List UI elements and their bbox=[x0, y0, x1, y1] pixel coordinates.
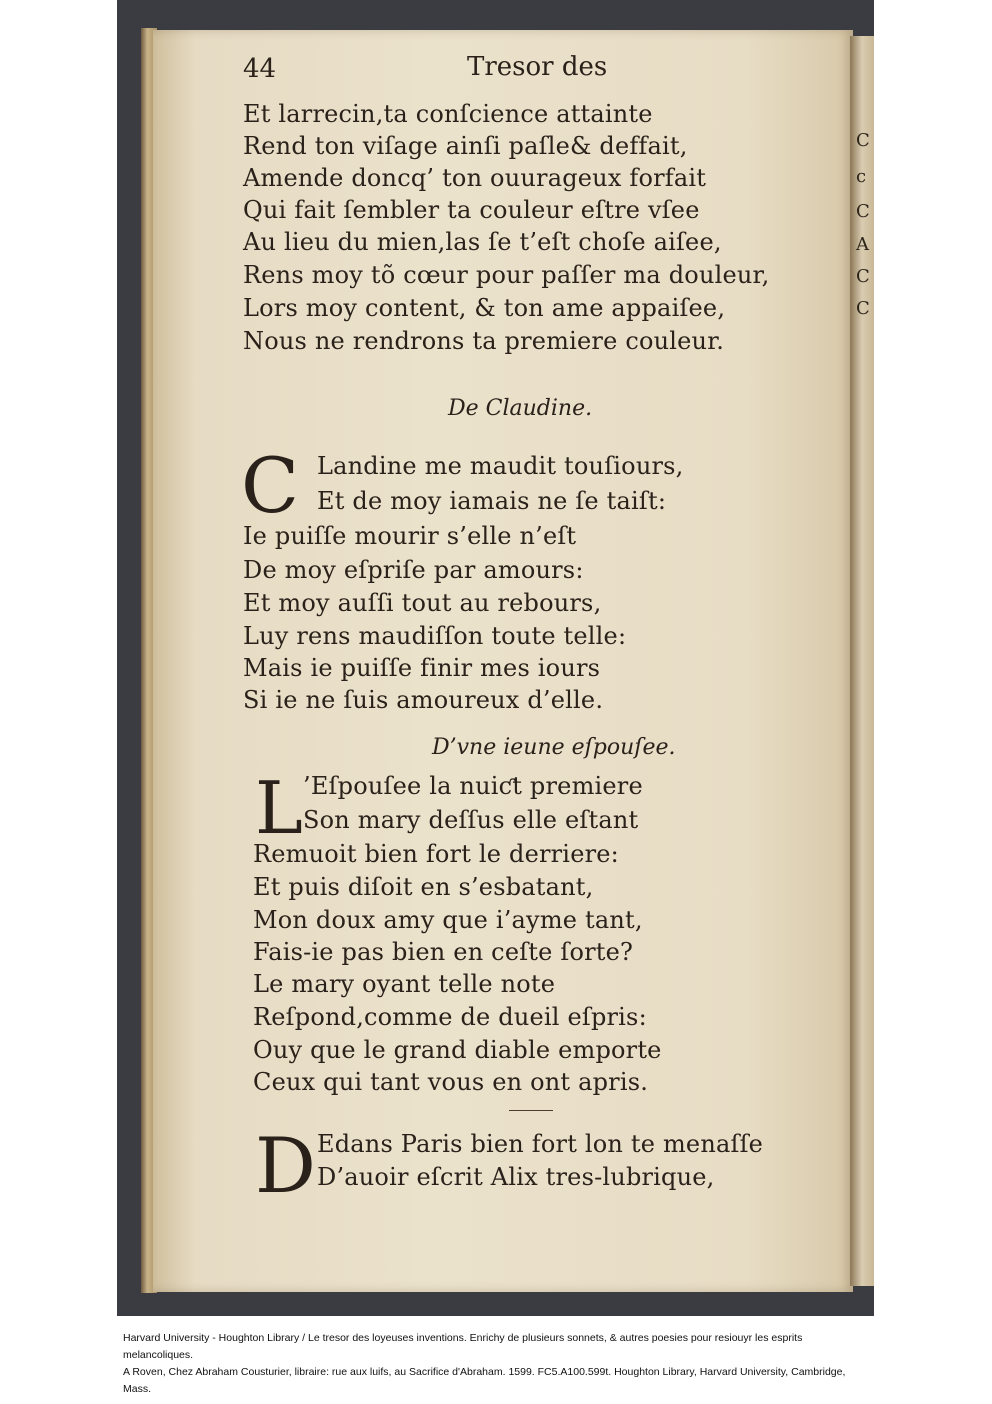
verse-line: Si ie ne ſuis amoureux d’elle. bbox=[243, 686, 604, 714]
verse-line: Ouy que le grand diable emporte bbox=[253, 1036, 662, 1064]
verse-line: Amende doncq’ ton ouurageux forfait bbox=[243, 164, 707, 192]
verse-line: Fais-ie pas bien en ceſte ſorte? bbox=[253, 938, 634, 966]
verse-line: Et moy auſſi tout au rebours, bbox=[243, 589, 602, 617]
drop-capital: C bbox=[241, 441, 300, 530]
verse-line: Rend ton viſage ainſi paſle& deffait, bbox=[243, 132, 688, 160]
poem-title: D’vne ieune eſpouſee. bbox=[432, 735, 676, 760]
verse-line: ’Eſpouſee la nuiƈt premiere bbox=[303, 772, 643, 800]
scanned-book-page bbox=[117, 0, 874, 1316]
drop-capital: D bbox=[255, 1121, 316, 1210]
verse-line: Landine me maudit touſiours, bbox=[317, 452, 684, 480]
verse-line: Lors moy content, & ton ame appaiſee, bbox=[243, 294, 726, 322]
verse-line: Le mary oyant telle note bbox=[253, 970, 556, 998]
verse-line: Ceux qui tant vous en ont apris. bbox=[253, 1068, 649, 1096]
section-rule bbox=[509, 1110, 553, 1111]
caption-line-1: Harvard University - Houghton Library / Le tresor des loyeuses inventions. Enrichy de plusieurs sonnets, & autres poesies pour resiouyr les esprits melancoliques. bbox=[123, 1332, 803, 1361]
verse-line: Qui fait ſembler ta couleur eſtre vſee bbox=[243, 196, 700, 224]
caption-line-2: A Roven, Chez Abraham Cousturier, libraire: rue aux luifs, au Sacrifice d'Abraham. 1599. FC5.A100.599t. Houghton Library, Harvard University, Cambridge, Mass. bbox=[123, 1366, 846, 1395]
verse-line: Et puis diſoit en s’esbatant, bbox=[253, 873, 594, 901]
verse-line: Et de moy iamais ne ſe taiſt: bbox=[317, 487, 667, 515]
image-caption bbox=[123, 1330, 873, 1398]
verse-line: De moy eſpriſe par amours: bbox=[243, 556, 584, 584]
verse-line: D’auoir eſcrit Alix tres-lubrique, bbox=[317, 1163, 715, 1191]
verse-line: Au lieu du mien,las ſe t’eſt choſe aiſee, bbox=[243, 228, 722, 256]
verse-line: Nous ne rendrons ta premiere couleur. bbox=[243, 327, 725, 355]
verse-line: Et larrecin,ta conſcience attainte bbox=[243, 100, 653, 128]
verse-line: Edans Paris bien fort lon te menaſſe bbox=[317, 1130, 764, 1158]
poem-title: De Claudine. bbox=[448, 396, 593, 421]
verse-line: Remuoit bien fort le derriere: bbox=[253, 840, 619, 868]
verse-line: Mais ie puiſſe finir mes iours bbox=[243, 654, 601, 682]
verse-line: Rens moy tõ cœur pour paſſer ma douleur, bbox=[243, 261, 770, 289]
verse-line: Ie puiſſe mourir s’elle n’eſt bbox=[243, 522, 577, 550]
verse-line: Son mary deſſus elle eſtant bbox=[303, 806, 639, 834]
verse-line: Mon doux amy que i’ayme tant, bbox=[253, 906, 643, 934]
page-number: 44 bbox=[243, 54, 277, 84]
verse-line: Luy rens maudiſſon toute telle: bbox=[243, 622, 627, 650]
verse-line: Reſpond,comme de dueil eſpris: bbox=[253, 1003, 647, 1031]
drop-capital: L bbox=[255, 766, 303, 850]
facing-page-edge: C c C A C C bbox=[850, 36, 874, 1286]
running-head: Tresor des bbox=[467, 52, 608, 82]
